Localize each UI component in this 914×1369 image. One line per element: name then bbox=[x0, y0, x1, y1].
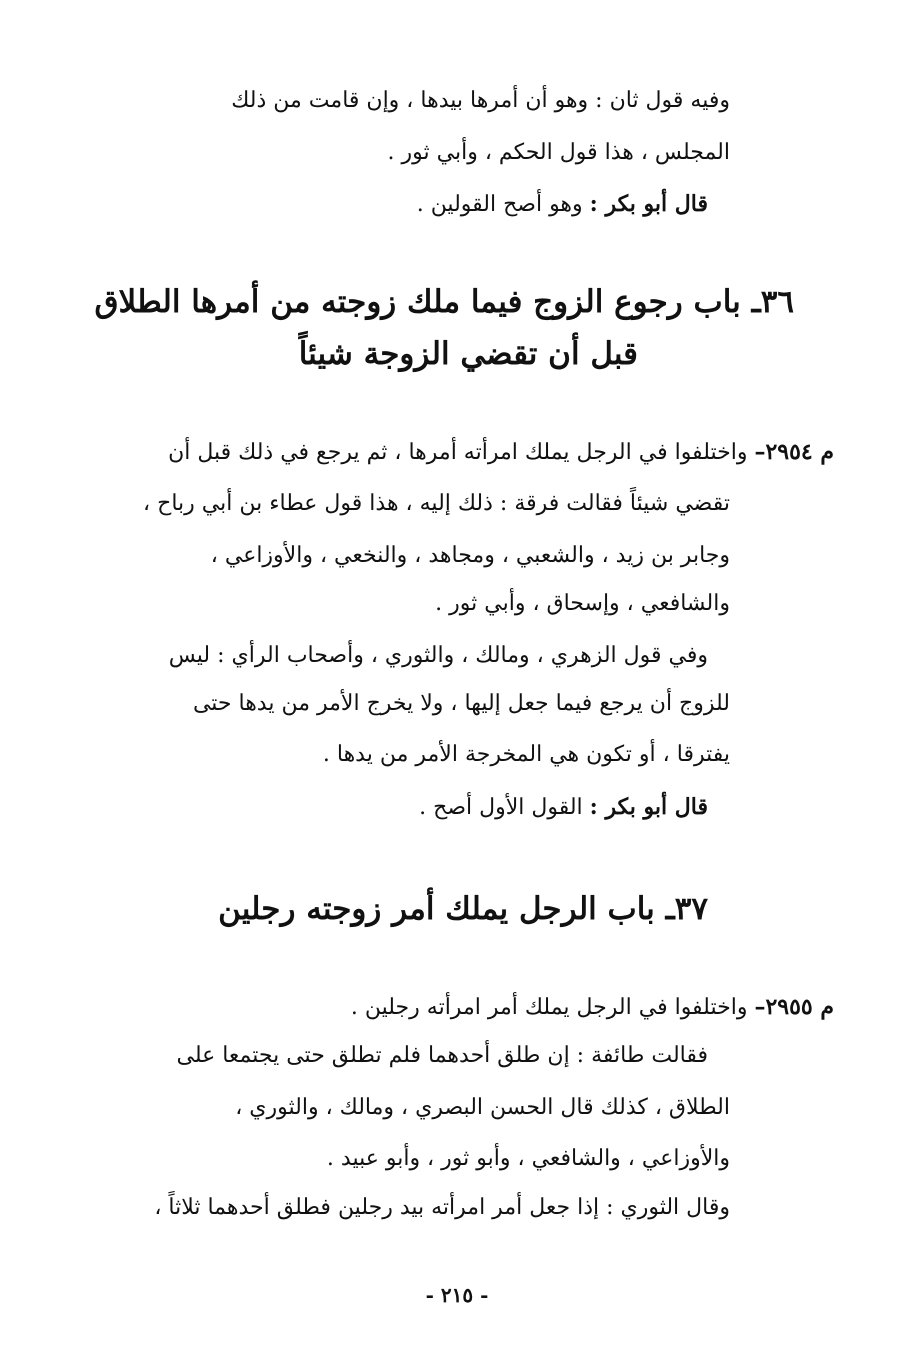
text-line: وجابر بن زيد ، والشعبي ، ومجاهد ، والنخعي ، والأوزاعي ، bbox=[210, 543, 730, 568]
text-line: الطلاق ، كذلك قال الحسن البصري ، ومالك ، والثوري ، bbox=[235, 1095, 730, 1120]
text-line-conclusion bbox=[419, 792, 708, 823]
page-number: - ٢١٥ - bbox=[425, 1283, 489, 1307]
entry-text: واختلفوا في الرجل يملك أمر امرأته رجلين . bbox=[350, 995, 748, 1020]
entry-2955-first-line bbox=[351, 992, 834, 1023]
chapter-heading-37: ٣٧ـ باب الرجل يملك أمر زوجته رجلين bbox=[218, 891, 708, 927]
text-line: يفترقا ، أو تكون هي المخرجة الأمر من يدها . bbox=[322, 742, 730, 767]
text-line: وفيه قول ثان : وهو أن أمرها بيدها ، وإن قامت من ذلك bbox=[231, 88, 730, 113]
chapter-heading-36-continued: قبل أن تقضي الزوجة شيئاً bbox=[298, 336, 638, 372]
text-line: والشافعي ، وإسحاق ، وأبي ثور . bbox=[435, 591, 730, 616]
speaker-statement: القول الأول أصح . bbox=[419, 795, 583, 820]
speaker-statement: وهو أصح القولين . bbox=[416, 192, 583, 217]
entry-2954-first-line bbox=[168, 437, 834, 468]
chapter-heading-36: ٣٦ـ باب رجوع الزوج فيما ملك زوجته من أمرها الطلاق bbox=[94, 284, 794, 320]
text-line: وفي قول الزهري ، ومالك ، والثوري ، وأصحاب الرأي : ليس bbox=[168, 643, 708, 668]
text-line: والأوزاعي ، والشافعي ، وأبو ثور ، وأبو عبيد . bbox=[326, 1146, 730, 1171]
text-line: المجلس ، هذا قول الحكم ، وأبي ثور . bbox=[387, 140, 730, 165]
text-line: للزوج أن يرجع فيما جعل إليها ، ولا يخرج الأمر من يدها حتى bbox=[192, 691, 730, 716]
entry-text: واختلفوا في الرجل يملك امرأته أمرها ، ثم يرجع في ذلك قبل أن bbox=[168, 440, 748, 465]
entry-number: م ٢٩٥٥– bbox=[754, 994, 834, 1020]
text-line-conclusion bbox=[417, 189, 708, 220]
text-line: تقضي شيئاً فقالت فرقة : ذلك إليه ، هذا قول عطاء بن أبي رباح ، bbox=[143, 491, 730, 516]
text-line: وقال الثوري : إذا جعل أمر امرأته بيد رجلين فطلق أحدهما ثلاثاً ، bbox=[154, 1195, 730, 1220]
entry-number: م ٢٩٥٤– bbox=[754, 439, 834, 465]
speaker-label: قال أبو بكر : bbox=[589, 191, 708, 217]
text-line: فقالت طائفة : إن طلق أحدهما فلم تطلق حتى يجتمعا على bbox=[176, 1043, 708, 1068]
speaker-label: قال أبو بكر : bbox=[589, 794, 708, 820]
